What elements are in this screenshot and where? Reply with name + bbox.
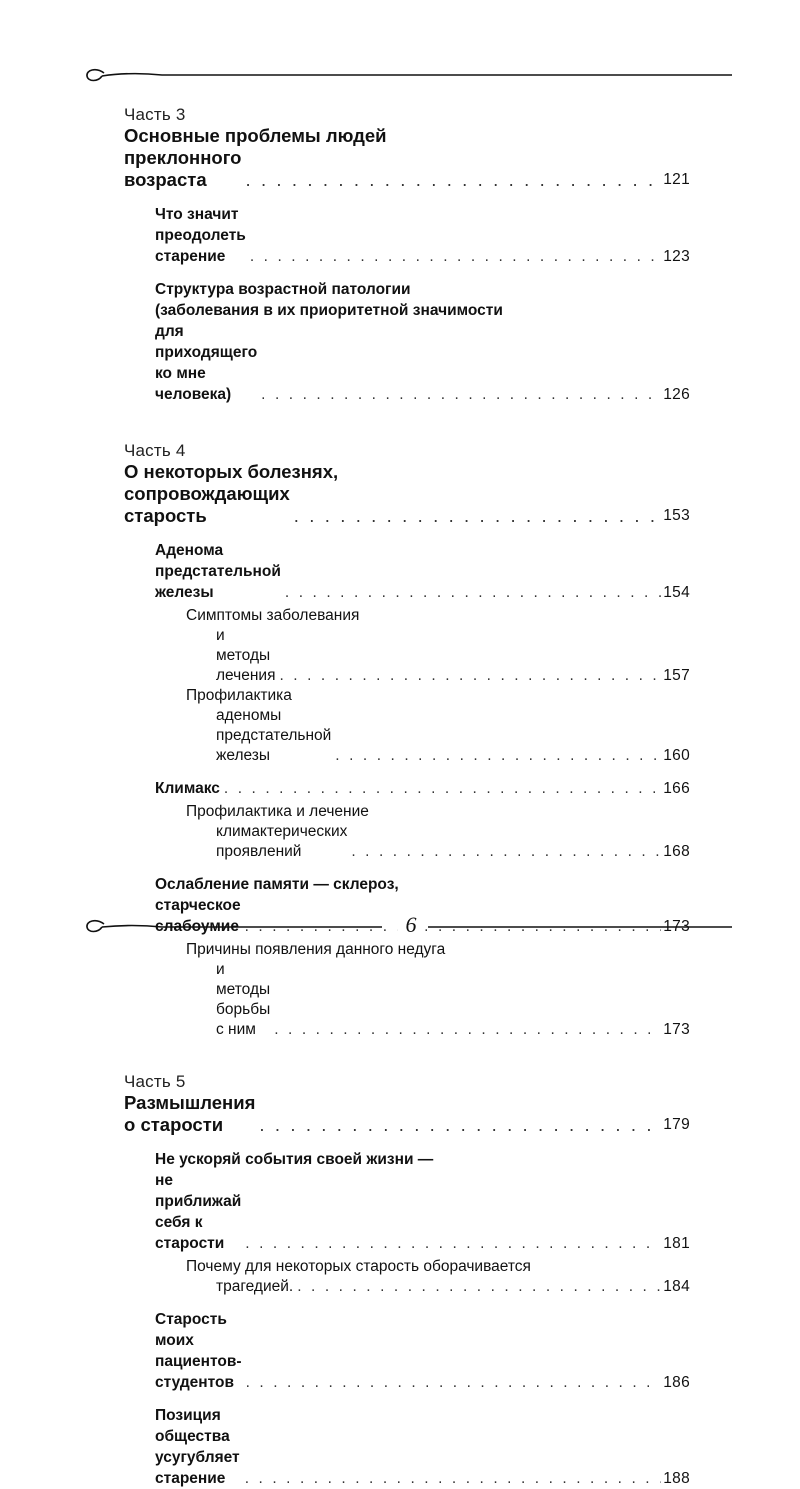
top-ornament-rule — [82, 60, 732, 90]
chapter-title-line: Аденома предстательной железы — [155, 542, 281, 601]
subsection-title-line: и методы лечения — [216, 627, 276, 684]
dot-leader — [261, 384, 661, 405]
part-title: Размышления о старости — [124, 1092, 256, 1135]
toc-part — [124, 105, 690, 405]
page-ref: 184 — [663, 1278, 690, 1295]
toc-chapter — [124, 1149, 690, 1297]
toc-chapter — [124, 204, 690, 267]
toc-chapter — [124, 778, 690, 862]
toc-subsection[interactable] — [124, 1257, 690, 1297]
dot-leader — [279, 666, 661, 686]
toc-part — [124, 1072, 690, 1489]
toc-subsection[interactable] — [124, 802, 690, 862]
chapter-title-line: Что значит преодолеть старение — [155, 206, 246, 265]
page-ref: 188 — [663, 1470, 690, 1487]
part-title-entry[interactable] — [124, 147, 690, 191]
toc-part — [124, 441, 690, 1040]
page-ref: 186 — [663, 1374, 690, 1391]
chapter-title-line: (заболевания в их приоритетной значимости — [155, 302, 503, 319]
subsection-title-line: Симптомы заболевания — [186, 607, 360, 624]
dot-leader — [246, 1372, 662, 1393]
page-ref: 121 — [663, 171, 690, 188]
dot-leader — [285, 582, 661, 603]
chapter-title-line: Ослабление памяти — склероз, — [155, 876, 399, 893]
subsection-title-line: климактерических проявлений — [216, 823, 348, 860]
page-ref: 168 — [663, 843, 690, 860]
chapter-entry[interactable] — [124, 540, 690, 603]
part-title: преклонного возраста — [124, 147, 242, 190]
part-label: Часть 5 — [124, 1072, 186, 1091]
page-ref: 181 — [663, 1235, 690, 1252]
subsection-title-line: Профилактика и лечение — [186, 803, 369, 820]
toc-subsection[interactable] — [124, 606, 690, 686]
chapter-title-line: Не ускоряй события своей жизни — — [155, 1151, 434, 1168]
part-title: Основные проблемы людей — [124, 125, 387, 146]
chapter-entry[interactable] — [124, 778, 690, 799]
chapter-title-line: не приближай себя к старости — [155, 1172, 242, 1252]
page-ref: 126 — [663, 386, 690, 403]
part-title-entry[interactable] — [124, 1092, 690, 1136]
chapter-title-line: старческое слабоумие — [155, 897, 241, 935]
chapter-title-line: Позиция общества усугубляет старение — [155, 1407, 240, 1487]
dot-leader — [259, 1114, 661, 1136]
chapter-title-line: Структура возрастной патологии — [155, 281, 411, 298]
dot-leader — [335, 746, 661, 766]
page-ref: 173 — [663, 1021, 690, 1038]
page-ref: 157 — [663, 667, 690, 684]
toc-subsection[interactable] — [124, 940, 690, 1040]
subsection-entry — [186, 626, 690, 686]
dot-leader — [351, 842, 661, 862]
chapter-title-line: для приходящего ко мне человека) — [155, 323, 258, 403]
toc-chapter — [124, 1309, 690, 1393]
subsection-title-line: Причины появления данного недуга — [186, 941, 446, 958]
page-ref: 173 — [663, 918, 690, 935]
chapter-title-line: Климакс — [155, 780, 220, 797]
toc-chapter — [124, 279, 690, 405]
page-ref: 166 — [663, 780, 690, 797]
part-label: Часть 4 — [124, 441, 186, 460]
dot-leader — [274, 1020, 661, 1040]
subsection-title-line: Профилактика — [186, 687, 292, 704]
toc-chapter — [124, 1405, 690, 1489]
page-ref: 179 — [663, 1116, 690, 1133]
page-ref: 123 — [663, 248, 690, 265]
subsection-title-line: аденомы предстательной железы — [216, 707, 332, 764]
page-ref: 154 — [663, 584, 690, 601]
dot-leader — [245, 1233, 661, 1254]
page-ref: 160 — [663, 747, 690, 764]
chapter-entry[interactable] — [124, 1405, 690, 1489]
page-ref: 153 — [663, 507, 690, 524]
part-title-entry[interactable] — [124, 483, 690, 527]
subsection-title-line: и методы борьбы с ним — [216, 961, 271, 1038]
dot-leader — [250, 246, 661, 267]
subsection-title-line: Почему для некоторых старость оборачивается — [186, 1258, 531, 1275]
chapter-title-line: Старость моих пациентов-студентов — [155, 1311, 242, 1391]
dot-leader — [294, 505, 661, 527]
part-title: сопровождающих старость — [124, 483, 290, 526]
subsection-entry — [186, 822, 690, 862]
chapter-entry[interactable] — [124, 204, 690, 267]
dot-leader — [297, 1277, 661, 1297]
table-of-contents — [124, 105, 690, 1489]
subsection-entry — [186, 960, 690, 1040]
page-number: 6 — [398, 912, 424, 938]
subsection-entry — [186, 1277, 690, 1297]
chapter-entry[interactable] — [124, 321, 690, 405]
dot-leader — [224, 778, 661, 799]
toc-chapter — [124, 540, 690, 766]
dot-leader — [245, 169, 661, 191]
subsection-title-line: трагедией. — [216, 1278, 294, 1295]
toc-subsection[interactable] — [124, 686, 690, 766]
chapter-entry[interactable] — [124, 1309, 690, 1393]
dot-leader — [245, 1468, 662, 1489]
toc-chapter — [124, 874, 690, 1040]
part-title: О некоторых болезнях, — [124, 461, 339, 482]
chapter-entry[interactable] — [124, 1170, 690, 1254]
subsection-entry — [186, 706, 690, 766]
part-label: Часть 3 — [124, 105, 186, 124]
